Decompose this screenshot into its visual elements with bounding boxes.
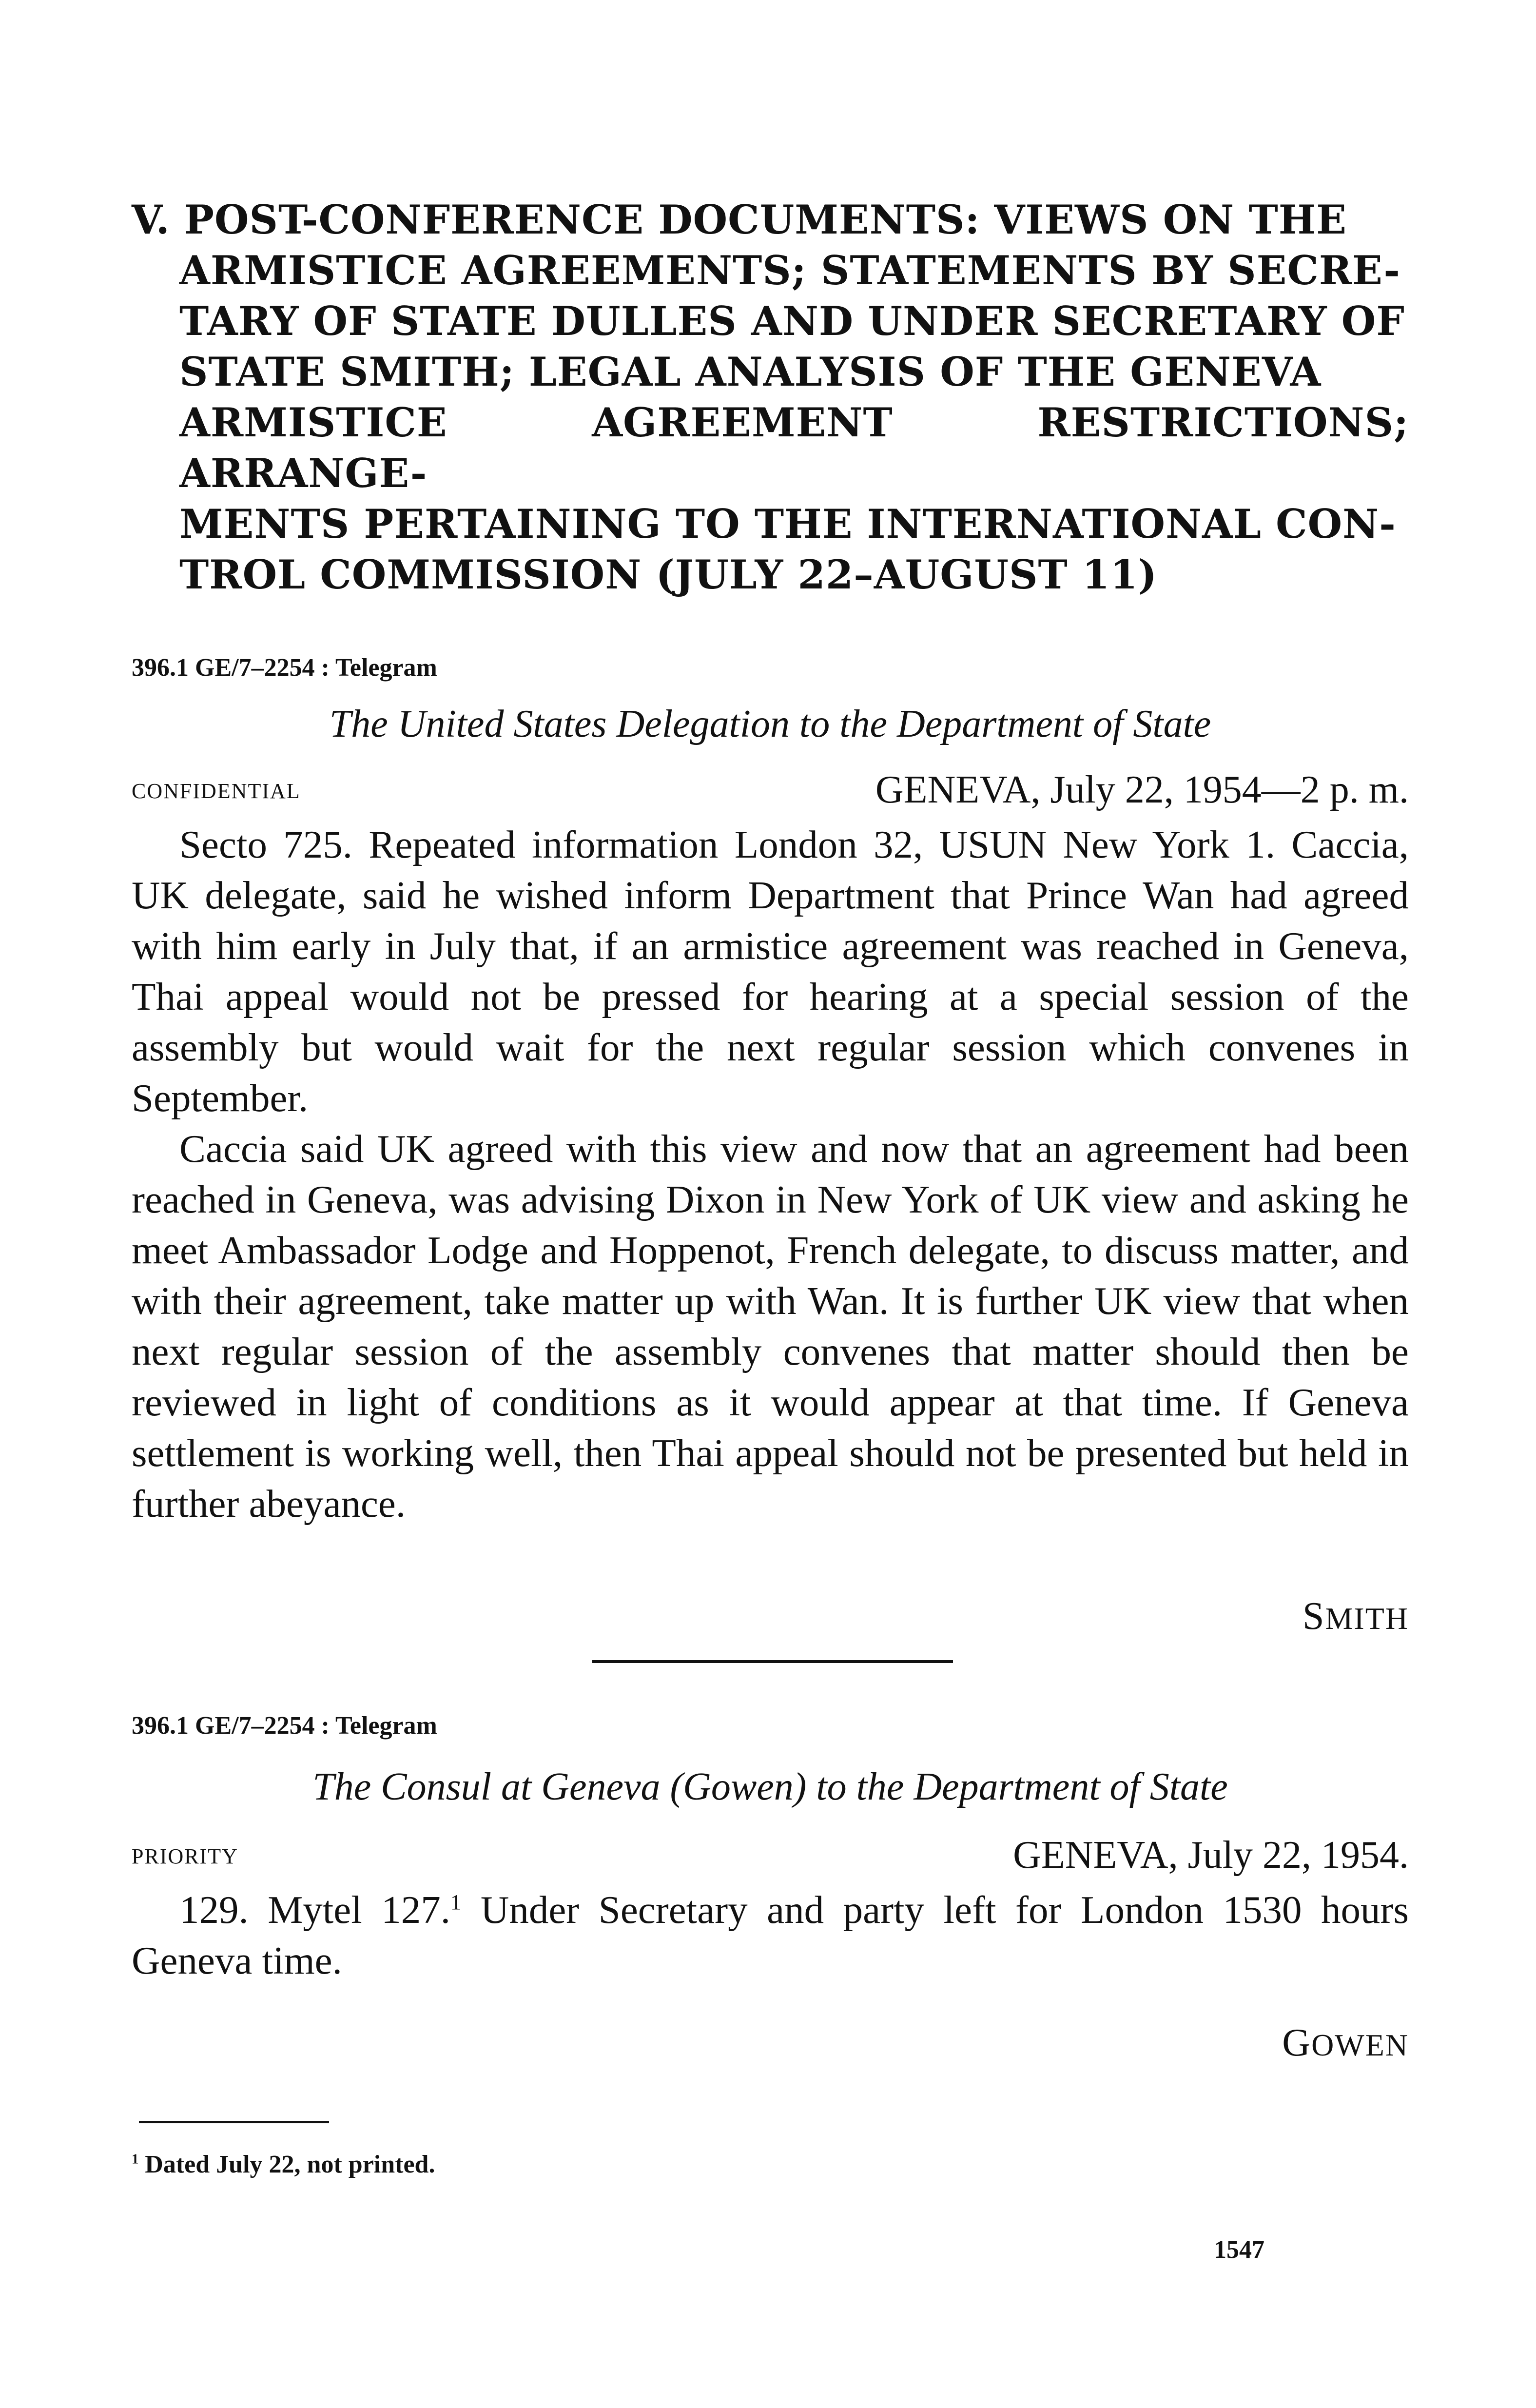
doc1-paragraph: Caccia said UK agreed with this view and now that an agreement had been reached in Geneva, was advising Dixon in New York of UK view and asking he meet Ambassador Lodge and Hoppenot, French delegate, to discuss matter, and with their agreement, take matter up with Wan. It is further UK view that when next regular session of the assembly convenes that matter should then be reviewed in light of conditions as it would appear at that time. If Geneva settlement is working well, then Thai appeal should not be presented but held in further abeyance. <box>132 1127 1409 1526</box>
doc2-place: GENEVA <box>1013 1834 1168 1877</box>
doc2-reference: 396.1 GE/7–2254 : Telegram <box>132 1712 437 1740</box>
doc2-place-date <box>1013 1833 1409 1878</box>
doc1-place-date <box>875 768 1409 812</box>
doc2-date: , July 22, 1954. <box>1168 1834 1409 1877</box>
section-heading-line: TROL COMMISSION (JULY 22–AUGUST 11) <box>179 552 1158 598</box>
doc1-signature-rest: MITH <box>1325 1601 1409 1636</box>
footnote-text: Dated July 22, not printed. <box>138 2151 435 2178</box>
doc1-date: , July 22, 1954—2 p. m. <box>1030 768 1409 811</box>
document-page <box>132 195 1409 2264</box>
section-heading-line: TARY OF STATE DULLES AND UNDER SECRETARY OF <box>179 298 1405 345</box>
doc1-dateline <box>132 768 1409 817</box>
footnote-marker: 1 <box>132 2152 139 2167</box>
doc1-paragraph: Secto 725. Repeated information London 32, USUN New York 1. Caccia, UK delegate, said he wished inform Department that Prince Wan had agreed with him early in July that, if an armistice agreement was reached in Geneva, Thai appeal would not be pressed for hearing at a special session of the assembly but would wait for the next regular session which convenes in September. <box>132 822 1409 1120</box>
doc1-body <box>132 819 1409 1529</box>
doc2-signature-initial: G <box>1282 2021 1312 2064</box>
doc2-body <box>132 1884 1409 1986</box>
doc2-paragraph <box>132 1884 1409 1986</box>
doc2-paragraph-rest: Under Secretary and party left for London 1530 hours Geneva time. <box>132 1888 1409 1982</box>
doc1-title: The United States Delegation to the Department of State <box>329 703 1211 745</box>
section-heading-line: V. POST-CONFERENCE DOCUMENTS: VIEWS ON THE <box>132 197 1347 243</box>
doc2-dateline <box>132 1833 1409 1882</box>
doc1-signature <box>1303 1594 1409 1639</box>
doc2-footnote-marker: 1 <box>450 1890 462 1914</box>
doc1-classification: CONFIDENTIAL <box>132 779 301 803</box>
section-heading-line: STATE SMITH; LEGAL ANALYSIS OF THE GENEVA <box>179 349 1322 395</box>
doc2-signature-rest: OWEN <box>1311 2028 1409 2062</box>
doc1-reference: 396.1 GE/7–2254 : Telegram <box>132 654 437 682</box>
section-heading-line: ARMISTICE AGREEMENT RESTRICTIONS; ARRANGE- <box>179 400 1409 497</box>
doc1-signature-initial: S <box>1302 1595 1325 1638</box>
doc2-classification: PRIORITY <box>132 1844 238 1868</box>
section-heading-text <box>132 195 1409 601</box>
doc2-paragraph-start: 129. Mytel 127. <box>179 1888 451 1932</box>
footnote <box>132 2150 435 2179</box>
page-number: 1547 <box>1214 2236 1264 2264</box>
footnote-rule <box>139 2121 329 2123</box>
section-heading <box>132 195 1409 601</box>
doc2-title: The Consul at Geneva (Gowen) to the Department of State <box>312 1765 1228 1808</box>
doc1-place: GENEVA <box>875 768 1031 811</box>
section-heading-line: ARMISTICE AGREEMENTS; STATEMENTS BY SECRE- <box>179 248 1401 294</box>
doc2-signature <box>1282 2021 1409 2065</box>
section-heading-line: MENTS PERTAINING TO THE INTERNATIONAL CON- <box>179 501 1396 548</box>
section-divider <box>592 1660 953 1663</box>
